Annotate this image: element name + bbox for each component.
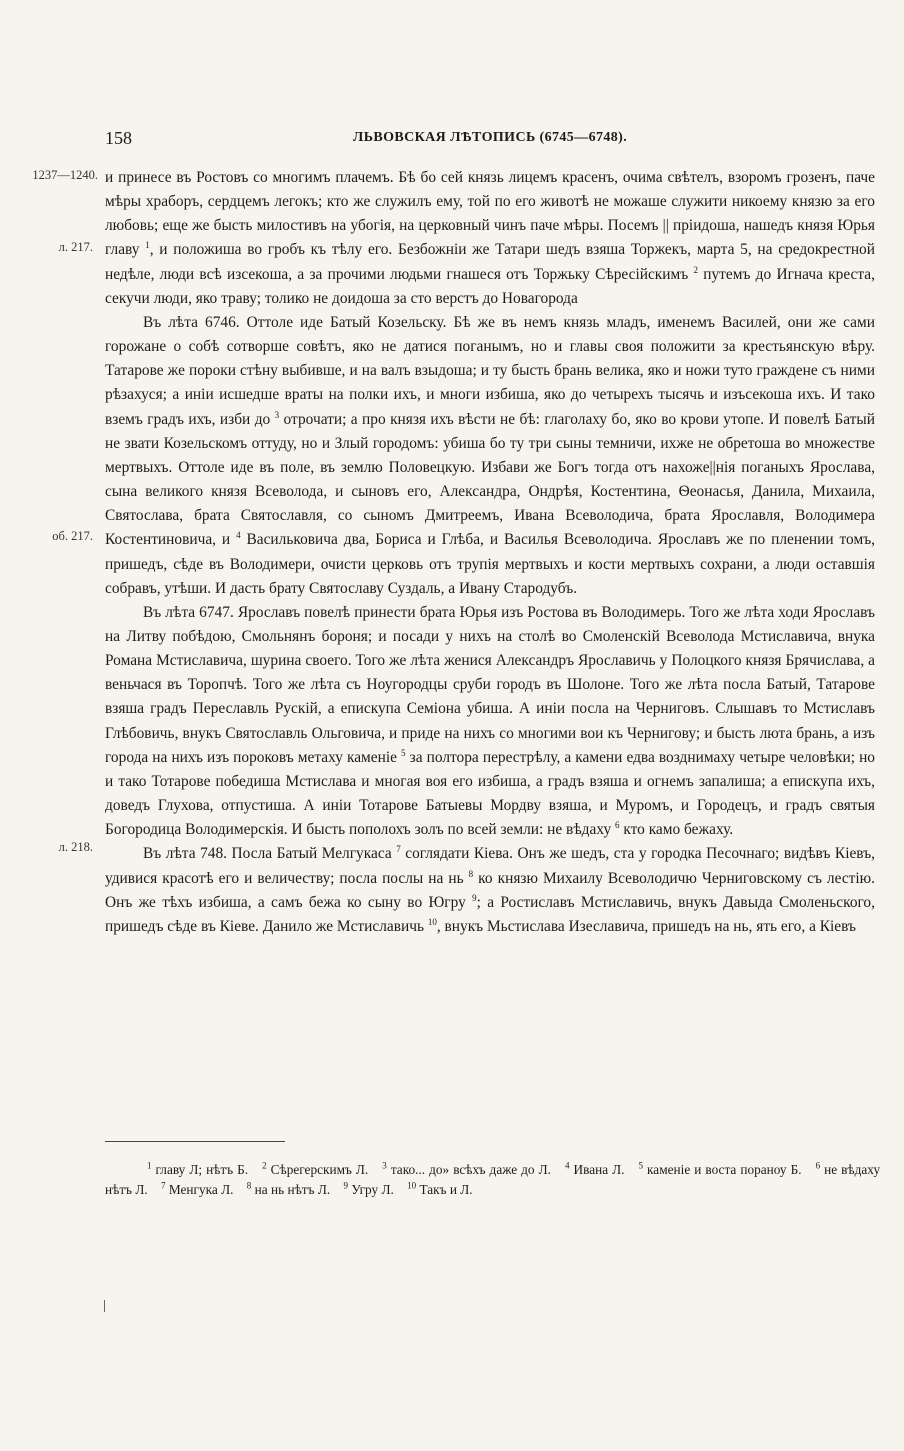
scan-mark xyxy=(104,1300,105,1312)
margin-years: 1237—1240. xyxy=(32,168,98,182)
footnote: $^4$ Ивана Л. xyxy=(564,1160,625,1177)
footnote-ref: 2 xyxy=(693,264,698,275)
paragraph: Въ лѣта 6747. Ярославъ повелѣ принести брата Юрья изъ Ростова въ Володимерь. Того же лѣта ходи Ярославъ на Литву побѣдою, Смольнянъ бороня; и посади у нихъ на столѣ во Смоленскій Всеволода Мстиславича, внука Романа Мстиславича, шурина своего. Того же лѣта женися Александръ Ярославичь у Полоцкого князя Брячислава, а веньчася въ Торопчѣ. Того же лѣта съ Ноугородцы сруби городъ въ Шолоне. Того же лѣта посла Батый, Татарове взяша градъ Переславль Рускій, а епискупа Семіона убиша. А иніи посла на Черниговъ. Слышавъ то Мстиславъ Глѣбовичь, внукъ Святославль Ольговича, и приде на нихъ со многими вои къ Чернигову; и бысть люта брань, а изъ города на нихъ изъ пороковъ метаху каменіе $^5$ за полтора перестрѣлу, а камени едва возднимаху четыре человѣки; но и тако Тотарове победиша Мстислава и многая воя его избиша, а градъ взяша и огнемъ запалиша; а епискупа ихъ, доведъ Глухова, отпустиша. А иніи Тотарове Батыевы Мордву взяша, и Муромъ, и Городецъ, и градъ святыя Богородица Володимерскія. И бысть пополохъ золъ по всей земли: не вѣдаху $^6$ кто камо бежаху. xyxy=(105,603,875,839)
footnote: $^5$ каменіе и воста пораноу Б. xyxy=(638,1160,802,1177)
footnote-ref: 7 xyxy=(396,844,401,855)
footnote: $^3$ тако... до» всѣхъ даже до Л. xyxy=(382,1160,551,1177)
footnote: $^1$ главу Л; нѣтъ Б. xyxy=(147,1160,249,1177)
footnotes xyxy=(105,1160,880,1200)
footnote-ref: 10 xyxy=(427,916,437,927)
footnote: $^2$ Сѣрегерскимъ Л. xyxy=(262,1160,369,1177)
footnote-ref: 8 xyxy=(468,868,474,879)
margin-verso-217: об. 217. xyxy=(52,529,93,543)
running-title: ЛЬВОВСКАЯ ЛѢТОПИСЬ (6745—6748). xyxy=(352,130,628,145)
footnote-ref: 3 xyxy=(274,409,280,420)
margin-leaf-218: л. 218. xyxy=(58,840,93,854)
footnote-ref: 1 xyxy=(145,240,150,251)
footnote: $^8$ на нь нѣтъ Л. xyxy=(246,1180,331,1197)
footnote: $^9$ Угру Л. xyxy=(343,1180,394,1197)
footnote-ref: 6 xyxy=(615,820,620,831)
footnote-divider xyxy=(105,1141,285,1142)
footnote-ref: 9 xyxy=(472,892,477,903)
footnote: $^7$ Менгука Л. xyxy=(161,1180,234,1197)
paragraph: и принесе въ Ростовъ со многимъ плачемъ. Бѣ бо сей князь лицемъ красенъ, очима свѣтелъ, взоромъ грозенъ, паче мѣры храборъ, сердцемъ легокъ; кто же служилъ ему, той по его животѣ не можаше служити никоему князю за его любовь; еще же бысть милостивъ на убогiя, на церковный чинъ паче мѣры. Посемъ || прiидоша, нашедъ князя Юрья главу $^1$, и положиша во гробъ къ тѣлу его. Безбожнiи же Татари шедъ взяша Торжекъ, марта 5, на средокрестной недѣле, люди всѣ изсекоша, а за прочими людьми гнашеся отъ Торжьку Сѣресiйскимъ $^2$ путемъ до Игнача креста, секучи люди, яко траву; толико не доидоша за сто верстъ до Новагорода xyxy=(105,169,875,307)
footnote-ref: 4 xyxy=(236,530,241,541)
page-number: 158 xyxy=(105,128,132,148)
paragraph: Въ лѣта 748. Посла Батый Мелгукаса $^7$ соглядати Кіева. Онъ же шедъ, ста у городка Песочнаго; видѣвъ Кіевъ, удивися красотѣ его и величеству; посла послы на нь $^8$ ко князю Михаилу Всеволодичю Черниговскому съ лестію. Онъ же тѣхъ избиша, а самъ бежа ко сыну во Югру $^9$; а Ростиславъ Мстиславичь, внукъ Давыда Смоленьского, пришедъ сѣде въ Кіеве. Данило же Мстиславичь $^{10}$, внукъ Мьстислава Изеславича, пришедъ на нь, ять его, а Кіевъ xyxy=(105,844,876,935)
page-header xyxy=(105,128,875,152)
paragraph: Въ лѣта 6746. Оттоле иде Батый Козельску. Бѣ же въ немъ князь младъ, именемъ Василей, они же сами горожане о собѣ сотворше совѣтъ, яко не датися поганымъ, но и главы своя положити за крестьянскую вѣру. Татарове же пороки стѣну выбивше, и на валъ взыдоша; и ту бысть брань велика, яко и ножи туто граждене съ ними рѣзахуся; а иніи исшедше враты на полки ихъ, и многи избиша, яко до четырехъ тысячь и изъсекоша ихъ. И тако вземъ градъ ихъ, изби до $^3$ отрочати; а про князя ихъ вѣсти не бѣ: глаголаху бо, яко во крови утопе. И повелѣ Батый не звати Козельскомъ оттуду, но и Злый городомъ: убиша бо ту три сыны темничи, ихже не обретоша во множестве мертвыхъ. Оттоле иде въ поле, въ землю Половецкую. Избави же Богъ тогда отъ нахоже||нія поганыхъ Ярослава, сына великого князя Всеволода, и сыновъ его, Александра, Ондрѣя, Костентина, Ѳеонасья, Данила, Михаила, Святослава, брата Святославля, со сыномъ Дмитреемъ, Ивана Всеволодича, брата Ярославля, Володимера Костентиновича, и $^4$ Васильковича два, Бориса и Глѣба, и Василья Всеволодича. Ярославъ же по пленении томъ, пришедъ, сѣде въ Володимери, очисти церковь отъ трупія мертвыхъ и кости мертвыхъ сохрани, а люди оставшія собравъ, утѣши. И дасть брату Святославу Суздаль, а Ивану Стародубъ. xyxy=(105,313,875,597)
footnote: $^{10}$ Такъ и Л. xyxy=(407,1180,473,1197)
margin-leaf-217: л. 217. xyxy=(58,240,93,254)
footnote-ref: 5 xyxy=(401,747,406,758)
footnote: $^6$ не вѣдаху нѣтъ Л. xyxy=(105,1160,881,1197)
main-text xyxy=(105,166,875,939)
